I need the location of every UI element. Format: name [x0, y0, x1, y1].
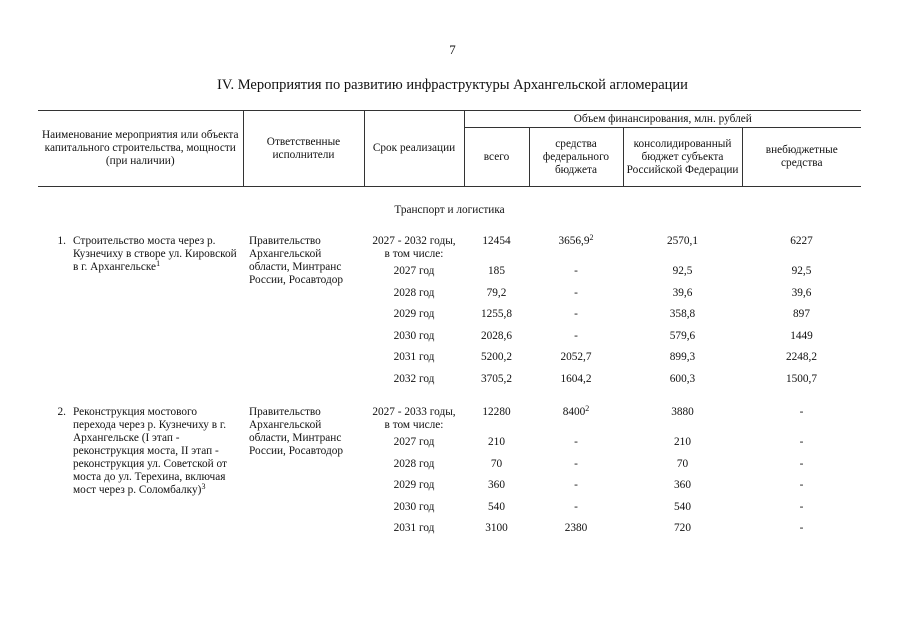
regional-cell: 2570,1 — [666, 235, 699, 247]
project-number: 2. — [57, 406, 66, 418]
period-cell: 2028 год — [393, 457, 435, 470]
extrabudget-cell: 1449 — [790, 329, 813, 342]
page-title: IV. Мероприятия по развитию инфраструктуры Архангельской агломерации — [217, 77, 688, 93]
period-cell: 2027 год — [393, 265, 435, 278]
regional-cell: 358,8 — [669, 308, 696, 321]
footnote-mark: 2 — [585, 404, 590, 413]
extrabudget-cell: 1500,7 — [785, 372, 818, 385]
extrabudget-cell: - — [799, 406, 804, 418]
regional-cell: 600,3 — [669, 372, 696, 385]
extrabudget-cell: 6227 — [790, 235, 813, 247]
total-cell: 210 — [488, 436, 505, 449]
table-row — [38, 233, 861, 261]
header-period: Срок реализации — [364, 111, 464, 187]
page-number: 7 — [449, 42, 456, 57]
total-cell: 70 — [490, 457, 503, 470]
federal-cell: 1604,2 — [560, 372, 592, 385]
period-cell: 2027 - 2032 годы, в том числе: — [372, 235, 456, 260]
regional-cell: 720 — [674, 522, 691, 535]
project-name: Реконструкция мостового перехода через р. Кузнечиху в г. Архангельске (I этап - реконструкция моста, II этап - реконструкция ул. Советской от моста до ул. Терехина, включая мост через р. Соломбалку)$^3$ — [73, 406, 227, 496]
total-cell: 3100 — [485, 522, 508, 535]
total-cell: 79,2 — [486, 286, 507, 299]
period-cell: 2029 год — [393, 308, 435, 321]
project-responsible: Правительство Архангельской области, Минтранс России, Росавтодор — [249, 235, 344, 286]
period-cell: 2029 год — [393, 479, 435, 492]
federal-cell: - — [574, 265, 578, 278]
header-regional: консолидированный бюджет субъекта Российской Федерации — [623, 128, 742, 187]
federal-cell: - — [574, 457, 578, 470]
total-cell: 3705,2 — [480, 372, 513, 385]
period-cell: 2031 год — [393, 351, 435, 364]
total-cell: 2028,6 — [480, 329, 513, 342]
period-cell: 2031 год — [393, 522, 435, 535]
regional-cell: 39,6 — [672, 286, 693, 299]
header-financing: Объем финансирования, млн. рублей — [464, 111, 861, 128]
header-federal: средства федерального бюджета — [529, 128, 623, 187]
total-cell: 540 — [488, 500, 505, 513]
extrabudget-cell: - — [799, 522, 804, 535]
regional-cell: 3880 — [671, 406, 694, 418]
total-cell: 1255,8 — [480, 308, 513, 321]
federal-cell: 2052,7 — [560, 351, 592, 364]
period-cell: 2028 год — [393, 286, 435, 299]
federal-cell: - — [574, 329, 578, 342]
federal-cell: 3656,9$^2$ — [558, 233, 594, 247]
extrabudget-cell: - — [799, 479, 804, 492]
total-cell: 12280 — [482, 406, 511, 418]
footnote-mark: 2 — [589, 233, 594, 242]
extrabudget-cell: 92,5 — [791, 265, 812, 278]
header-responsible: Ответственные исполнители — [243, 111, 364, 187]
table-row — [38, 404, 861, 432]
federal-cell: - — [574, 436, 578, 449]
federal-cell: - — [574, 500, 578, 513]
total-cell: 185 — [488, 265, 505, 278]
header-total: всего — [464, 128, 529, 187]
header-extrabudget: внебюджетные средства — [742, 128, 861, 187]
federal-cell: 2380 — [564, 522, 588, 535]
federal-cell: - — [574, 479, 578, 492]
extrabudget-cell: - — [799, 457, 804, 470]
period-cell: 2032 год — [393, 372, 435, 385]
federal-cell: 8400$^2$ — [562, 404, 590, 418]
footnote-mark: 1 — [156, 259, 161, 268]
regional-cell: 70 — [676, 457, 689, 470]
total-cell: 12454 — [482, 235, 511, 247]
financing-table — [38, 110, 861, 540]
extrabudget-cell: - — [799, 436, 804, 449]
federal-cell: - — [574, 308, 578, 321]
regional-cell: 899,3 — [669, 351, 696, 364]
extrabudget-cell: - — [799, 500, 804, 513]
project-name: Строительство моста через р. Кузнечиху в створе ул. Кировской в г. Архангельске$^1$ — [73, 235, 237, 273]
project-responsible: Правительство Архангельской области, Минтранс России, Росавтодор — [249, 406, 344, 457]
period-cell: 2030 год — [393, 329, 435, 342]
total-cell: 360 — [488, 479, 505, 492]
federal-cell: - — [574, 286, 578, 299]
header-name: Наименование мероприятия или объекта капитального строительства, мощности (при наличии) — [38, 111, 243, 187]
regional-cell: 540 — [674, 500, 691, 513]
section-title: Транспорт и логистика — [394, 204, 505, 216]
period-cell: 2027 год — [393, 436, 435, 449]
period-cell: 2030 год — [393, 500, 435, 513]
project-number: 1. — [57, 235, 66, 247]
regional-cell: 360 — [674, 479, 691, 492]
regional-cell: 210 — [674, 436, 691, 449]
regional-cell: 579,6 — [669, 329, 696, 342]
extrabudget-cell: 897 — [793, 308, 810, 321]
total-cell: 5200,2 — [480, 351, 513, 364]
regional-cell: 92,5 — [672, 265, 693, 278]
extrabudget-cell: 2248,2 — [785, 351, 818, 364]
footnote-mark: 3 — [201, 482, 206, 491]
extrabudget-cell: 39,6 — [791, 286, 812, 299]
period-cell: 2027 - 2033 годы, в том числе: — [372, 406, 456, 431]
